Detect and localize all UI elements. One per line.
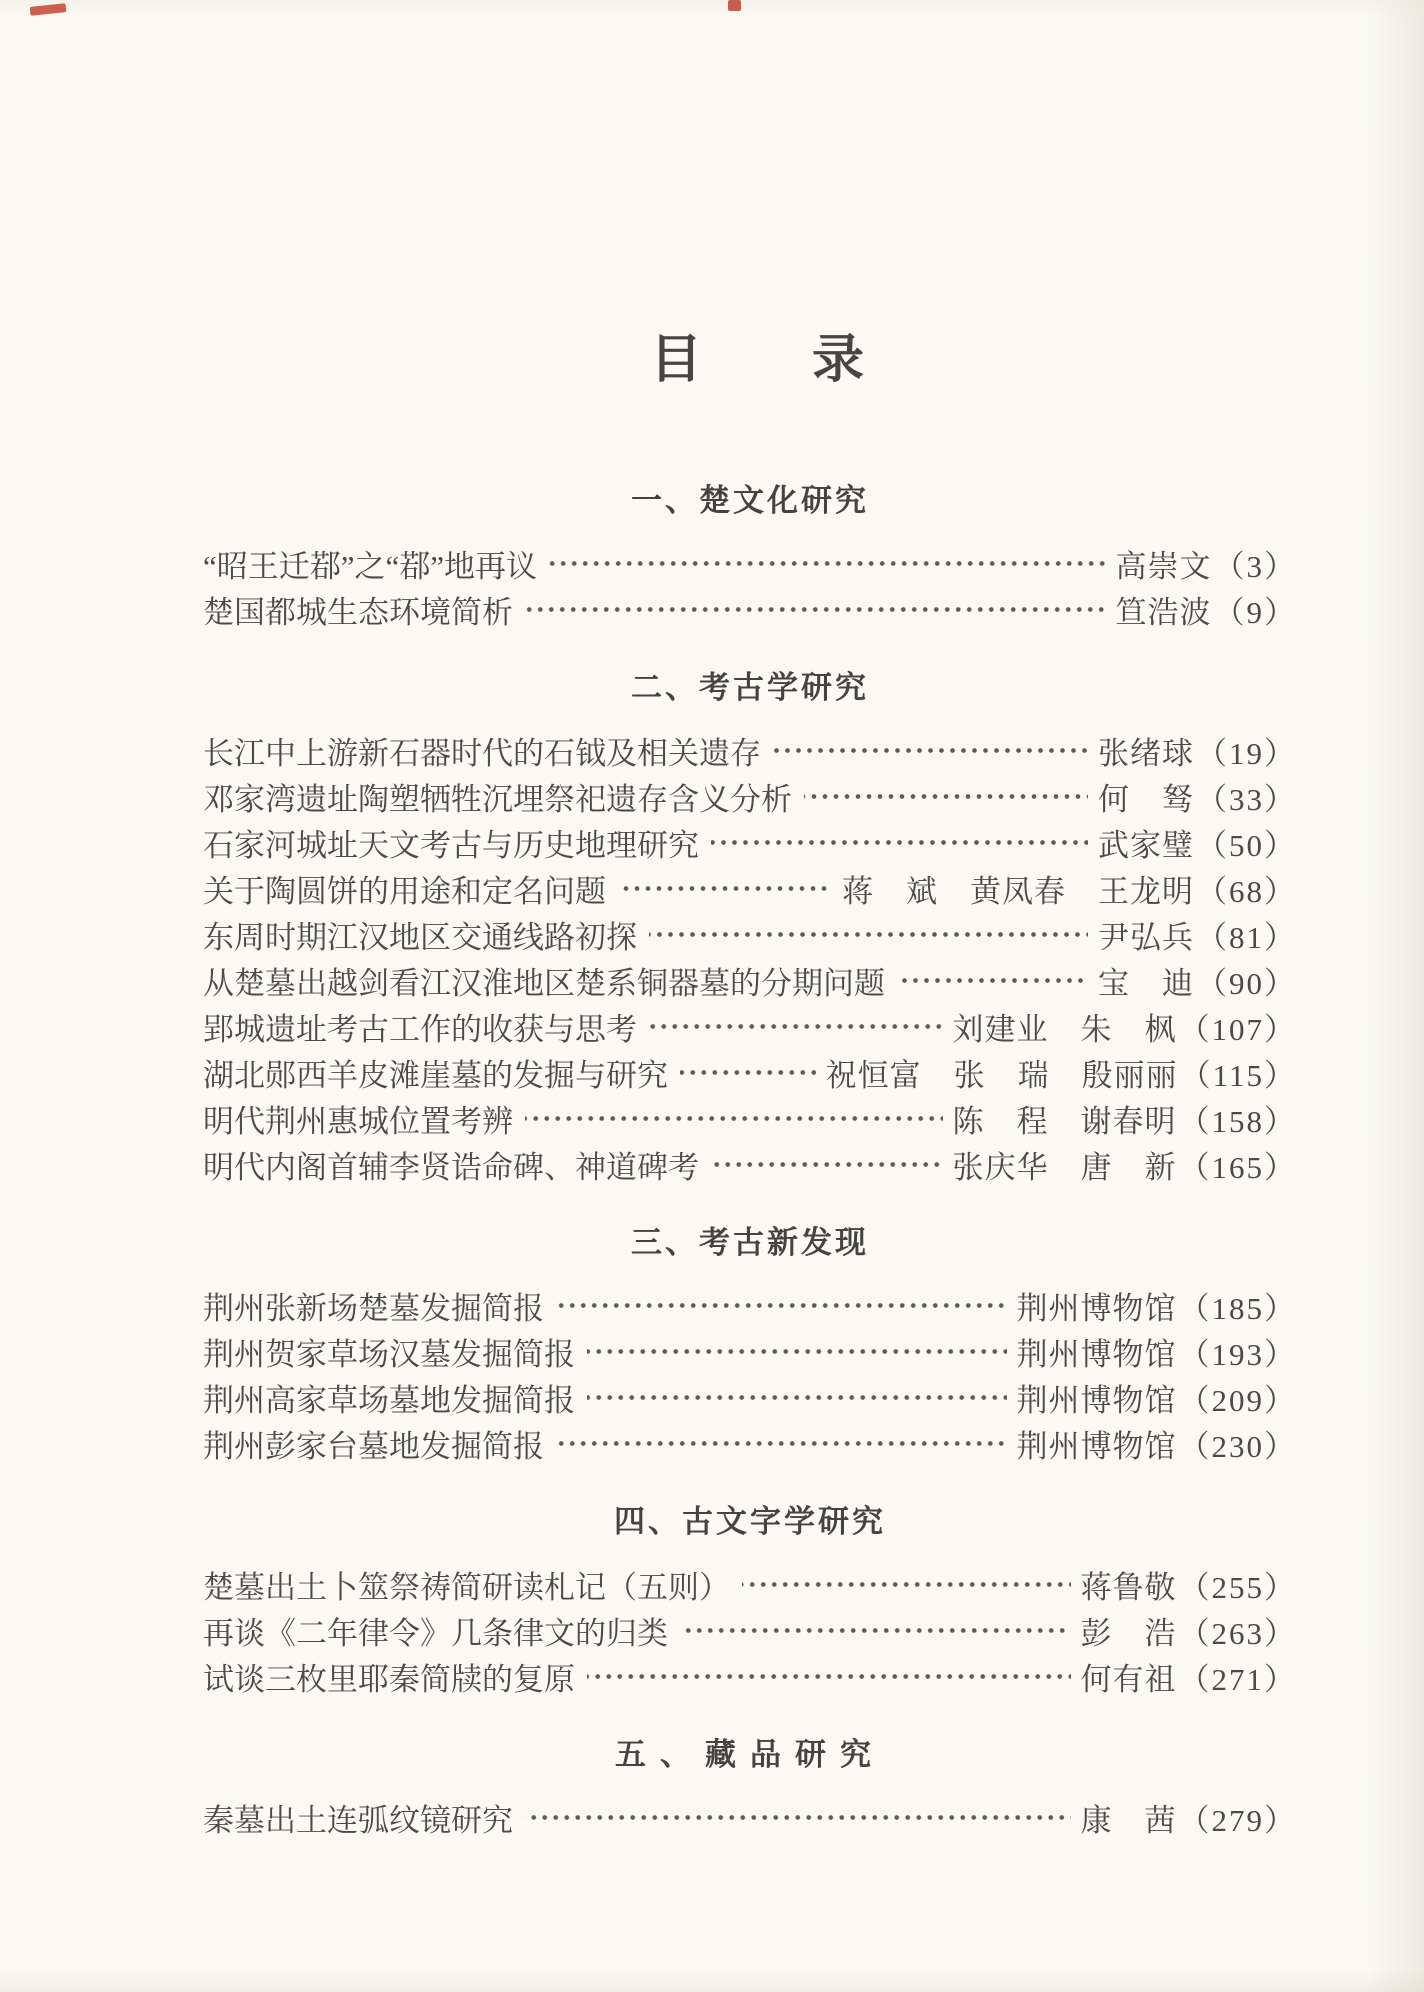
dot-leader: [649, 1011, 943, 1042]
entry-title: 荆州彭家台墓地发掘简报: [203, 1428, 544, 1464]
entry-authors: 蒋 斌 黄凤春 王龙明: [842, 873, 1194, 909]
section-entries: [203, 1282, 1297, 1466]
entry-title: 郢城遗址考古工作的收获与思考: [203, 1011, 637, 1047]
entry-authors: 彭 浩: [1080, 1615, 1177, 1651]
entry-title: 长江中上游新石器时代的石钺及相关遗存: [203, 735, 761, 771]
entry-title: 关于陶圆饼的用途和定名问题: [203, 873, 606, 909]
dot-leader: [525, 1103, 943, 1134]
entry-authors: 蒋鲁敬: [1080, 1569, 1177, 1605]
toc-entry: [203, 540, 1297, 586]
entry-author-page: [953, 1096, 1298, 1141]
toc-entry: [203, 1374, 1297, 1420]
section-entries: [203, 1561, 1297, 1699]
entry-author-page: [1098, 958, 1297, 1003]
toc-entry: [203, 1003, 1297, 1049]
entry-title: 秦墓出土连弧纹镜研究: [203, 1802, 513, 1838]
entry-author-page: [1017, 1329, 1298, 1374]
entry-authors: 刘建业 朱 枫: [952, 1011, 1177, 1047]
entry-page-number: （255）: [1178, 1569, 1297, 1605]
entry-author-page: [1116, 541, 1298, 586]
section-heading: 二、考古学研究: [631, 670, 869, 705]
dot-leader: [711, 1149, 943, 1180]
entry-authors: 武家璧: [1098, 827, 1194, 863]
entry-page-number: （9）: [1213, 594, 1297, 630]
toc-section: [203, 1506, 1297, 1699]
toc-entry: [203, 1282, 1297, 1328]
toc-entry: [203, 865, 1297, 911]
entry-author-page: [1081, 1608, 1298, 1653]
toc-entry: [203, 911, 1297, 957]
section-heading: 五、藏品研究: [615, 1737, 885, 1772]
entry-authors: 笪浩波: [1115, 594, 1212, 630]
entry-page-number: （3）: [1213, 548, 1297, 584]
entry-author-page: [953, 1004, 1298, 1049]
entry-authors: 张庆华 唐 新: [952, 1149, 1177, 1185]
entry-author-page: [1017, 1283, 1298, 1328]
entry-page-number: （19）: [1196, 735, 1297, 771]
entry-authors: 高崇文: [1115, 548, 1212, 584]
entry-page-number: （33）: [1196, 781, 1297, 817]
entry-page-number: （50）: [1196, 827, 1297, 863]
entry-authors: 荆州博物馆: [1016, 1336, 1177, 1372]
entry-title: 明代内阁首辅李贤诰命碑、神道碑考: [203, 1149, 699, 1185]
toc-entry: [203, 727, 1297, 773]
entry-page-number: （68）: [1196, 873, 1297, 909]
entry-authors: 祝恒富 张 瑞 殷丽丽: [825, 1057, 1178, 1093]
toc-section: [203, 485, 1297, 632]
toc-entry: [203, 1653, 1297, 1699]
entry-authors: 康 茜: [1080, 1802, 1177, 1838]
toc-entry: [203, 1141, 1297, 1187]
entry-page-number: （185）: [1178, 1290, 1297, 1326]
entry-author-page: [1098, 774, 1297, 819]
dot-leader: [525, 594, 1106, 625]
entry-title: 东周时期江汉地区交通线路初探: [203, 919, 637, 955]
entry-authors: 陈 程 谢春明: [952, 1103, 1177, 1139]
entry-page-number: （279）: [1178, 1802, 1297, 1838]
entry-author-page: [1017, 1375, 1298, 1420]
entry-page-number: （90）: [1196, 965, 1297, 1001]
entry-author-page: [1017, 1421, 1298, 1466]
toc-section: [203, 1227, 1297, 1466]
dot-leader: [556, 1428, 1007, 1459]
entry-title: 邓家湾遗址陶塑牺牲沉埋祭祀遗存含义分析: [203, 781, 792, 817]
dot-leader: [680, 1615, 1071, 1646]
entry-page-number: （230）: [1178, 1428, 1297, 1464]
entry-page-number: （271）: [1178, 1661, 1297, 1697]
entry-authors: 何 驽: [1098, 781, 1194, 817]
entry-author-page: [953, 1142, 1298, 1187]
entry-title: 石家河城址天文考古与历史地理研究: [203, 827, 699, 863]
dot-leader: [680, 1057, 816, 1088]
toc-section: [203, 1739, 1297, 1840]
toc-sections: [203, 485, 1297, 1840]
entry-page-number: （263）: [1178, 1615, 1297, 1651]
toc-entry: [203, 586, 1297, 632]
entry-authors: 尹弘兵: [1098, 919, 1194, 955]
dot-leader: [742, 1569, 1071, 1600]
entry-title: 湖北郧西羊皮滩崖墓的发掘与研究: [203, 1057, 668, 1093]
section-entries: [203, 540, 1297, 632]
toc-entry: [203, 1561, 1297, 1607]
entry-authors: 荆州博物馆: [1016, 1290, 1177, 1326]
entry-title: 试谈三枚里耶秦简牍的复原: [203, 1661, 575, 1697]
toc-entry: [203, 1607, 1297, 1653]
entry-author-page: [1081, 1795, 1298, 1840]
toc-entry: [203, 1420, 1297, 1466]
entry-title: 楚国都城生态环境简析: [203, 594, 513, 630]
entry-authors: 宝 迪: [1098, 965, 1194, 1001]
entry-page-number: （107）: [1178, 1011, 1297, 1047]
entry-title: 荆州张新场楚墓发掘简报: [203, 1290, 544, 1326]
dot-leader: [897, 965, 1088, 996]
entry-page-number: （193）: [1178, 1336, 1297, 1372]
toc-entry: [203, 957, 1297, 1003]
entry-page-number: （209）: [1178, 1382, 1297, 1418]
entry-author-page: [1098, 820, 1297, 865]
toc-entry: [203, 1794, 1297, 1840]
entry-page-number: （165）: [1178, 1149, 1297, 1185]
dot-leader: [711, 827, 1088, 858]
dot-leader: [525, 1802, 1071, 1833]
entry-authors: 荆州博物馆: [1016, 1382, 1177, 1418]
dot-leader: [618, 873, 832, 904]
section-heading: 一、楚文化研究: [631, 483, 869, 518]
entry-title: “昭王迁鄀”之“鄀”地再议: [203, 548, 538, 584]
entry-title: 荆州贺家草场汉墓发掘简报: [203, 1336, 575, 1372]
entry-title: 荆州高家草场墓地发掘简报: [203, 1382, 575, 1418]
dot-leader: [556, 1290, 1007, 1321]
entry-page-number: （115）: [1179, 1057, 1297, 1093]
dot-leader: [587, 1336, 1007, 1367]
entry-title: 再谈《二年律令》几条律文的归类: [203, 1615, 668, 1651]
entry-author-page: [1081, 1654, 1298, 1699]
entry-author-page: [1081, 1562, 1298, 1607]
toc-entry: [203, 1328, 1297, 1374]
page-title: 目 录: [649, 332, 866, 389]
section-entries: [203, 727, 1297, 1187]
toc-entry: [203, 1095, 1297, 1141]
entry-title: 明代荆州惠城位置考辨: [203, 1103, 513, 1139]
entry-authors: 荆州博物馆: [1016, 1428, 1177, 1464]
section-entries: [203, 1794, 1297, 1840]
dot-leader: [549, 548, 1105, 579]
entry-author-page: [1116, 587, 1298, 632]
entry-authors: 何有祖: [1080, 1661, 1177, 1697]
entry-author-page: [842, 866, 1297, 911]
entry-author-page: [826, 1050, 1297, 1095]
toc-entry: [203, 1049, 1297, 1095]
toc-entry: [203, 773, 1297, 819]
dot-leader: [804, 781, 1088, 812]
section-heading: 三、考古新发现: [631, 1225, 869, 1260]
entry-author-page: [1098, 728, 1297, 773]
entry-page-number: （158）: [1178, 1103, 1297, 1139]
entry-title: 楚墓出土卜筮祭祷简研读札记（五则）: [203, 1569, 730, 1605]
dot-leader: [773, 735, 1088, 766]
entry-author-page: [1098, 912, 1297, 957]
dot-leader: [649, 919, 1088, 950]
toc-section: [203, 672, 1297, 1187]
section-heading: 四、古文字学研究: [614, 1504, 886, 1539]
entry-title: 从楚墓出越剑看江汉淮地区楚系铜器墓的分期问题: [203, 965, 885, 1001]
dot-leader: [587, 1382, 1007, 1413]
entry-page-number: （81）: [1196, 919, 1297, 955]
dot-leader: [587, 1661, 1071, 1692]
toc-entry: [203, 819, 1297, 865]
entry-authors: 张绪球: [1098, 735, 1194, 771]
